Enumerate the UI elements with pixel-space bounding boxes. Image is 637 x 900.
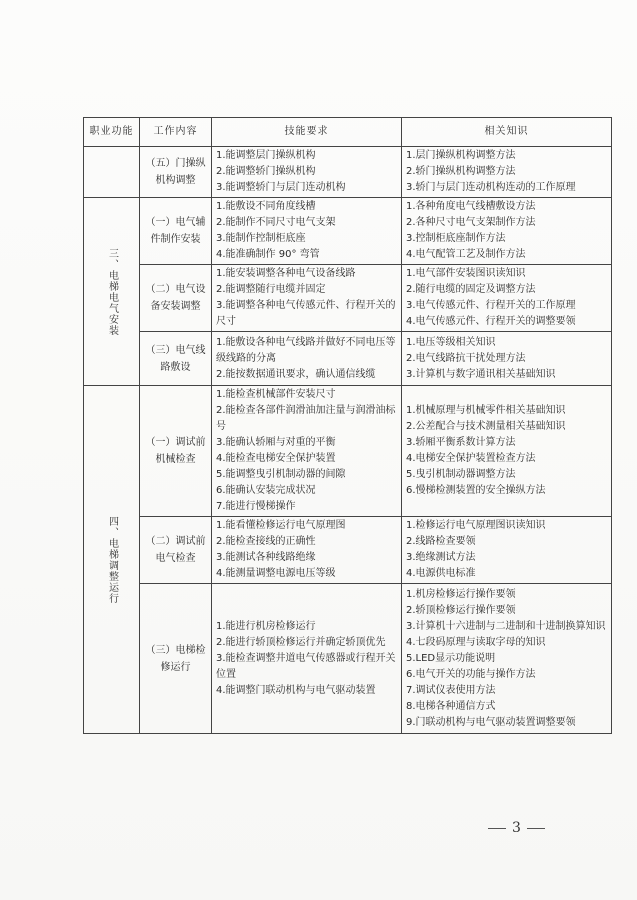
list-item: 1.电压等级相关知识 xyxy=(406,336,496,348)
list-item: 6.慢梯检测装置的安全操纵方法 xyxy=(406,485,546,496)
list-item: 3.计算机十六进制与二进制和十进制换算知识 xyxy=(406,620,606,632)
table-row xyxy=(84,386,612,517)
skills-cell xyxy=(212,517,402,584)
page-number xyxy=(482,820,551,836)
work-content: （二）调试前电气检查 xyxy=(140,517,212,584)
list-item: 7.调试仪表使用方法 xyxy=(406,684,496,696)
table-row xyxy=(84,332,612,386)
header-function: 职业功能 xyxy=(84,118,140,147)
list-item: 3.计算机与数字通讯相关基础知识 xyxy=(406,368,556,380)
list-item: 2.各种尺寸电气支架制作方法 xyxy=(406,217,536,228)
table-row xyxy=(84,584,612,734)
knowledge-cell xyxy=(402,584,612,734)
list-item: 1.机械原理与机械零件相关基础知识 xyxy=(406,405,566,416)
list-item: 2.能检查接线的正确性 xyxy=(216,536,316,547)
skills-cell xyxy=(212,147,402,198)
list-item: 7.能进行慢梯操作 xyxy=(216,501,296,512)
list-item: 3.能制作控制柜底座 xyxy=(216,233,306,244)
list-item: 4.七段码原理与读取字母的知识 xyxy=(406,636,546,648)
list-item: 3.电气传感元件、行程开关的工作原理 xyxy=(406,300,576,311)
list-item: 3.能确认轿厢与对重的平衡 xyxy=(216,437,336,448)
list-item: 2.能制作不同尺寸电气支架 xyxy=(216,217,336,228)
table-row xyxy=(84,198,612,265)
list-item: 1.能敷设不同角度线槽 xyxy=(216,201,316,212)
dash-left xyxy=(488,828,506,829)
list-item: 2.公差配合与技术测量相关基础知识 xyxy=(406,421,566,432)
knowledge-cell xyxy=(402,517,612,584)
work-content: （三）电梯检修运行 xyxy=(140,584,212,734)
list-item: 4.电气传感元件、行程开关的调整要领 xyxy=(406,316,576,327)
list-item: 2.能调整随行电缆并固定 xyxy=(216,284,326,295)
list-item: 1.各种角度电气线槽敷设方法 xyxy=(406,201,536,212)
list-item: 5.曳引机制动器调整方法 xyxy=(406,469,516,480)
list-item: 2.能按数据通讯要求，确认通信线缆 xyxy=(216,368,376,380)
list-item: 2.线路检查要领 xyxy=(406,536,476,547)
list-item: 3.能测试各种线路绝缘 xyxy=(216,552,316,563)
knowledge-cell xyxy=(402,265,612,332)
skills-table xyxy=(83,117,612,734)
work-content: （三）电气线路敷设 xyxy=(140,332,212,386)
skills-cell xyxy=(212,265,402,332)
function-label: 三、电梯电气安装 xyxy=(106,247,118,336)
list-item: 1.能检查机械部件安装尺寸 xyxy=(216,389,336,400)
list-item: 5.LED显示功能说明 xyxy=(406,652,496,664)
work-content: （二）电气设备安装调整 xyxy=(140,265,212,332)
knowledge-cell xyxy=(402,386,612,517)
function-cell xyxy=(84,198,140,386)
work-content: （一）电气辅件制作安装 xyxy=(140,198,212,265)
list-item: 3.绝缘测试方法 xyxy=(406,552,476,563)
dash-right xyxy=(527,828,545,829)
list-item: 2.随行电缆的固定及调整方法 xyxy=(406,284,536,295)
list-item: 2.电气线路抗干扰处理方法 xyxy=(406,352,526,364)
list-item: 3.能调整轿门与层门连动机构 xyxy=(216,182,346,193)
list-item: 3.能检查调整井道电气传感器或行程开关位置 xyxy=(216,652,396,680)
list-item: 2.能检查各部件润滑油加注量与润滑油标号 xyxy=(216,405,396,432)
list-item: 4.电气配管工艺及制作方法 xyxy=(406,249,526,260)
list-item: 2.能进行轿顶检修运行并确定轿顶优先 xyxy=(216,636,386,648)
work-content: （一）调试前机械检查 xyxy=(140,386,212,517)
list-item: 1.层门操纵机构调整方法 xyxy=(406,150,516,161)
list-item: 2.轿门操纵机构调整方法 xyxy=(406,166,516,177)
list-item: 4.电源供电标准 xyxy=(406,568,476,579)
header-skills: 技能要求 xyxy=(212,118,402,147)
list-item: 1.能看懂检修运行电气原理图 xyxy=(216,520,346,531)
list-item: 9.门联动机构与电气驱动装置调整要领 xyxy=(406,716,576,728)
list-item: 5.能调整曳引机制动器的间隙 xyxy=(216,469,346,480)
function-cell-empty xyxy=(84,147,140,198)
list-item: 4.能测量调整电源电压等级 xyxy=(216,568,336,579)
list-item: 1.能安装调整各种电气设备线路 xyxy=(216,268,356,279)
header-knowledge: 相关知识 xyxy=(402,118,612,147)
list-item: 3.能调整各种电气传感元件、行程开关的尺寸 xyxy=(216,300,396,327)
list-item: 4.能检查电梯安全保护装置 xyxy=(216,453,336,464)
list-item: 3.控制柜底座制作方法 xyxy=(406,233,506,244)
list-item: 1.检修运行电气原理图识读知识 xyxy=(406,520,546,531)
list-item: 6.电气开关的功能与操作方法 xyxy=(406,668,536,680)
function-label: 四、电梯调整运行 xyxy=(106,515,118,604)
list-item: 4.能准确制作 90° 弯管 xyxy=(216,249,320,260)
table-header-row xyxy=(84,118,612,147)
skills-cell xyxy=(212,198,402,265)
header-work: 工作内容 xyxy=(140,118,212,147)
list-item: 4.能调整门联动机构与电气驱动装置 xyxy=(216,684,376,696)
list-item: 1.能进行机房检修运行 xyxy=(216,620,316,632)
list-item: 1.机房检修运行操作要领 xyxy=(406,588,516,600)
page-number-value: 3 xyxy=(512,820,521,836)
list-item: 6.能确认安装完成状况 xyxy=(216,485,316,496)
knowledge-cell xyxy=(402,147,612,198)
list-item: 8.电梯各种通信方式 xyxy=(406,700,496,712)
list-item: 3.轿厢平衡系数计算方法 xyxy=(406,437,516,448)
list-item: 2.轿顶检修运行操作要领 xyxy=(406,604,516,616)
table-row xyxy=(84,147,612,198)
list-item: 1.电气部件安装图识读知识 xyxy=(406,268,526,279)
skills-cell xyxy=(212,332,402,386)
knowledge-cell xyxy=(402,332,612,386)
skills-cell xyxy=(212,386,402,517)
list-item: 3.轿门与层门连动机构连动的工作原理 xyxy=(406,182,576,193)
list-item: 4.电梯安全保护装置检查方法 xyxy=(406,453,536,464)
list-item: 2.能调整轿门操纵机构 xyxy=(216,166,316,177)
knowledge-cell xyxy=(402,198,612,265)
table-row xyxy=(84,265,612,332)
work-content: （五）门操纵机构调整 xyxy=(140,147,212,198)
table-row xyxy=(84,517,612,584)
list-item: 1.能调整层门操纵机构 xyxy=(216,150,316,161)
skills-cell xyxy=(212,584,402,734)
list-item: 1.能敷设各种电气线路并做好不同电压等级线路的分离 xyxy=(216,336,396,364)
function-cell xyxy=(84,386,140,734)
